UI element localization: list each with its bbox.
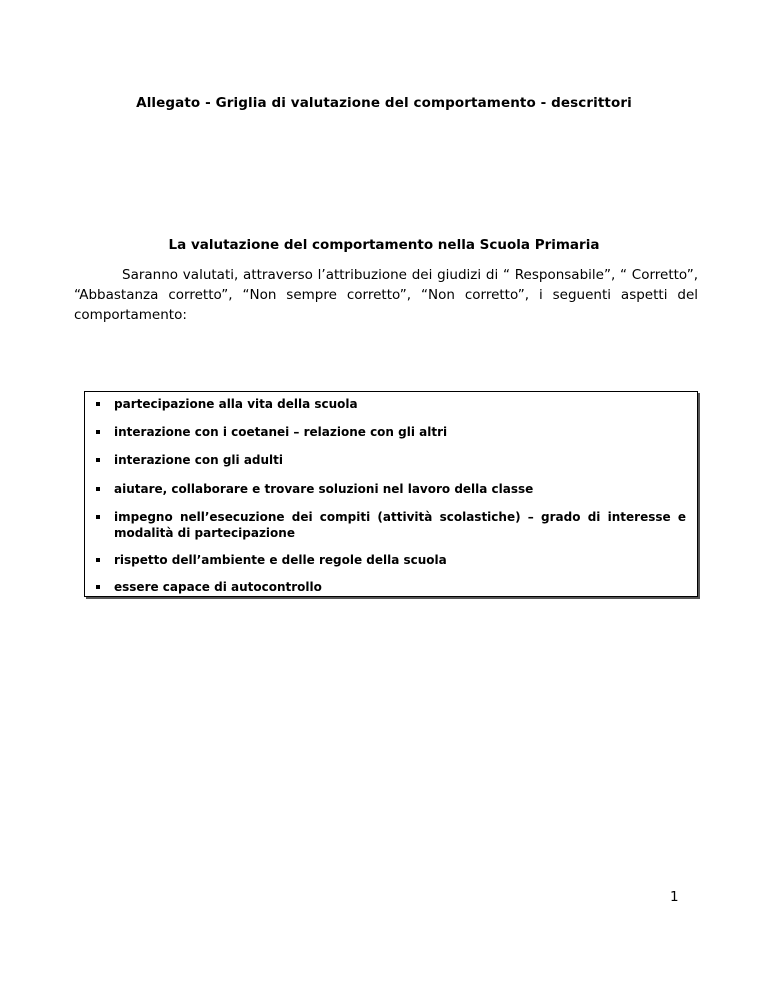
criteria-text: essere capace di autocontrollo <box>114 580 322 594</box>
criteria-item <box>85 552 695 568</box>
bullet-icon <box>96 585 100 589</box>
criteria-text: rispetto dell’ambiente e delle regole della scuola <box>114 553 447 567</box>
criteria-text: aiutare, collaborare e trovare soluzioni nel lavoro della classe <box>114 482 534 496</box>
criteria-text: interazione con i coetanei – relazione con gli altri <box>114 425 448 439</box>
criteria-item <box>85 424 695 440</box>
bullet-icon <box>96 430 100 434</box>
criteria-text: interazione con gli adulti <box>114 453 284 467</box>
bullet-icon <box>96 487 100 491</box>
bullet-icon <box>96 558 100 562</box>
criteria-item <box>85 579 695 595</box>
criteria-box <box>84 391 698 597</box>
criteria-text: impegno nell’esecuzione dei compiti (attività scolastiche) – grado di interesse e modalità di partecipazione <box>114 510 686 540</box>
criteria-item <box>85 481 695 497</box>
bullet-icon <box>96 515 100 519</box>
criteria-item <box>85 396 695 412</box>
bullet-icon <box>96 458 100 462</box>
intro-paragraph: Saranno valutati, attraverso l’attribuzione dei giudizi di “ Responsabile”, “ Corretto”, “Abbastanza corretto”, “Non sempre corretto”, “Non corretto”, i seguenti aspetti del comportamento: <box>74 267 698 323</box>
criteria-item <box>85 452 695 468</box>
page-number: 1 <box>670 889 679 905</box>
bullet-icon <box>96 402 100 406</box>
section-title: La valutazione del comportamento nella Scuola Primaria <box>168 237 600 253</box>
document-header: Allegato - Griglia di valutazione del comportamento - descrittori <box>136 95 632 111</box>
criteria-text: partecipazione alla vita della scuola <box>114 397 358 411</box>
criteria-item <box>85 509 695 541</box>
